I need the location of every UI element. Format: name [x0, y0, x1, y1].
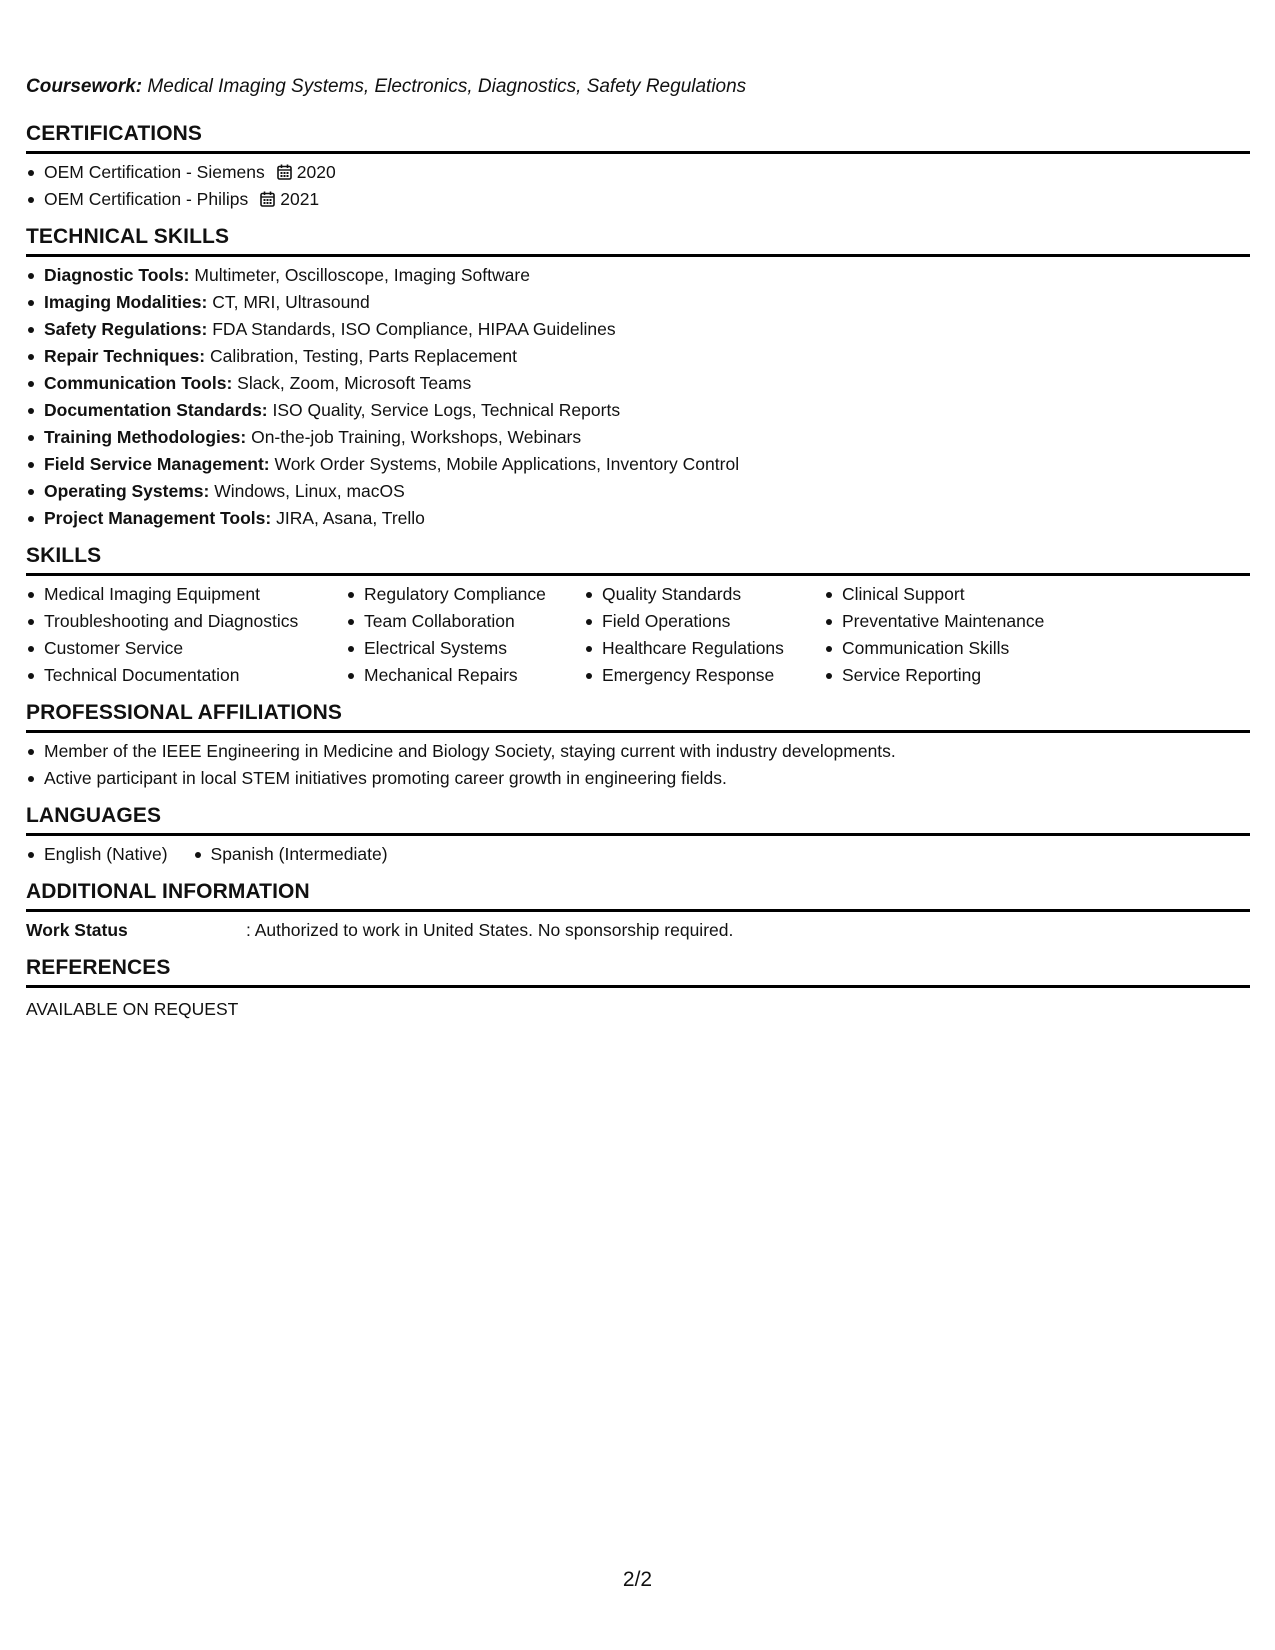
technical-skill-item: [26, 397, 1250, 424]
skills-section: [26, 542, 1250, 689]
page-number: 2/2: [622, 1568, 653, 1591]
certification-name: OEM Certification - Philips: [44, 189, 249, 209]
skills-column: [584, 581, 824, 689]
skill-item: Customer Service: [26, 635, 346, 662]
skill-item: Service Reporting: [824, 662, 1084, 689]
technical-skill-value: Slack, Zoom, Microsoft Teams: [232, 373, 472, 393]
calendar-icon: [260, 191, 275, 207]
certification-item: [26, 186, 1250, 213]
affiliation-item: Member of the IEEE Engineering in Medicine and Biology Society, staying current with industry developments.: [26, 738, 1250, 765]
technical-skill-item: [26, 343, 1250, 370]
section-title-certifications: CERTIFICATIONS: [26, 120, 1250, 154]
skill-item: Team Collaboration: [346, 608, 584, 635]
work-status-label: Work Status: [26, 920, 128, 940]
technical-skill-value: Windows, Linux, macOS: [209, 481, 405, 501]
technical-skill-value: ISO Quality, Service Logs, Technical Reports: [267, 400, 621, 420]
skill-item: Troubleshooting and Diagnostics: [26, 608, 346, 635]
section-title-references: REFERENCES: [26, 954, 1250, 988]
skill-item: Quality Standards: [584, 581, 824, 608]
work-status-row: [26, 917, 1250, 944]
references-text: AVAILABLE ON REQUEST: [26, 999, 239, 1019]
technical-skill-label: Project Management Tools:: [44, 508, 272, 528]
skill-item: Technical Documentation: [26, 662, 346, 689]
skill-item: Electrical Systems: [346, 635, 584, 662]
skills-column: [346, 581, 584, 689]
coursework-text: Medical Imaging Systems, Electronics, Diagnostics, Safety Regulations: [142, 76, 747, 97]
skill-item: Communication Skills: [824, 635, 1084, 662]
section-title-skills: SKILLS: [26, 542, 1250, 576]
technical-skills-section: [26, 223, 1250, 532]
certification-year: 2021: [280, 189, 320, 209]
skill-item: Healthcare Regulations: [584, 635, 824, 662]
technical-skill-item: [26, 370, 1250, 397]
section-title-additional-info: ADDITIONAL INFORMATION: [26, 878, 1250, 912]
skill-item: Medical Imaging Equipment: [26, 581, 346, 608]
section-title-languages: LANGUAGES: [26, 802, 1250, 836]
technical-skill-label: Documentation Standards:: [44, 400, 268, 420]
technical-skill-value: FDA Standards, ISO Compliance, HIPAA Guidelines: [207, 319, 616, 339]
work-status-value: : Authorized to work in United States. No sponsorship required.: [246, 920, 734, 940]
skills-column: [824, 581, 1084, 689]
affiliation-item: Active participant in local STEM initiatives promoting career growth in engineering fields.: [26, 765, 1250, 792]
coursework-label: Coursework:: [26, 76, 143, 97]
certification-name: OEM Certification - Siemens: [44, 162, 265, 182]
skill-item: Mechanical Repairs: [346, 662, 584, 689]
skill-item: Emergency Response: [584, 662, 824, 689]
technical-skill-item: [26, 316, 1250, 343]
technical-skill-label: Diagnostic Tools:: [44, 265, 190, 285]
certifications-section: [26, 120, 1250, 213]
skills-grid: [26, 581, 1250, 689]
calendar-icon: [277, 164, 292, 180]
technical-skill-label: Field Service Management:: [44, 454, 270, 474]
technical-skills-list: [26, 262, 1250, 532]
languages-list: [26, 841, 413, 868]
section-title-technical-skills: TECHNICAL SKILLS: [26, 223, 1250, 257]
technical-skill-value: Multimeter, Oscilloscope, Imaging Software: [189, 265, 530, 285]
technical-skill-value: CT, MRI, Ultrasound: [207, 292, 370, 312]
certification-year: 2020: [296, 162, 336, 182]
affiliations-section: [26, 699, 1250, 792]
section-title-affiliations: PROFESSIONAL AFFILIATIONS: [26, 699, 1250, 733]
certifications-list: [26, 159, 1250, 213]
skill-item: Preventative Maintenance: [824, 608, 1084, 635]
references-section: [26, 954, 1250, 1023]
technical-skill-item: [26, 478, 1250, 505]
certification-item: [26, 159, 1250, 186]
languages-row: [26, 841, 1250, 868]
technical-skill-value: Calibration, Testing, Parts Replacement: [205, 346, 518, 366]
skill-item: Field Operations: [584, 608, 824, 635]
languages-section: [26, 802, 1250, 868]
language-item: English (Native): [26, 841, 168, 868]
technical-skill-label: Operating Systems:: [44, 481, 210, 501]
technical-skill-value: Work Order Systems, Mobile Applications, Inventory Control: [269, 454, 740, 474]
resume-page: [26, 74, 1250, 1033]
skill-item: Clinical Support: [824, 581, 1084, 608]
language-item: Spanish (Intermediate): [193, 841, 388, 868]
technical-skill-item: [26, 505, 1250, 532]
technical-skill-item: [26, 424, 1250, 451]
technical-skill-label: Communication Tools:: [44, 373, 233, 393]
coursework-line: [26, 74, 1250, 100]
technical-skill-label: Training Methodologies:: [44, 427, 247, 447]
technical-skill-value: On-the-job Training, Workshops, Webinars: [246, 427, 582, 447]
technical-skill-label: Repair Techniques:: [44, 346, 206, 366]
skill-item: Regulatory Compliance: [346, 581, 584, 608]
affiliations-list: [26, 738, 1250, 792]
additional-info-section: [26, 878, 1250, 944]
technical-skill-label: Imaging Modalities:: [44, 292, 208, 312]
technical-skill-item: [26, 289, 1250, 316]
technical-skill-value: JIRA, Asana, Trello: [271, 508, 425, 528]
technical-skill-label: Safety Regulations:: [44, 319, 208, 339]
technical-skill-item: [26, 451, 1250, 478]
skills-column: [26, 581, 346, 689]
technical-skill-item: [26, 262, 1250, 289]
